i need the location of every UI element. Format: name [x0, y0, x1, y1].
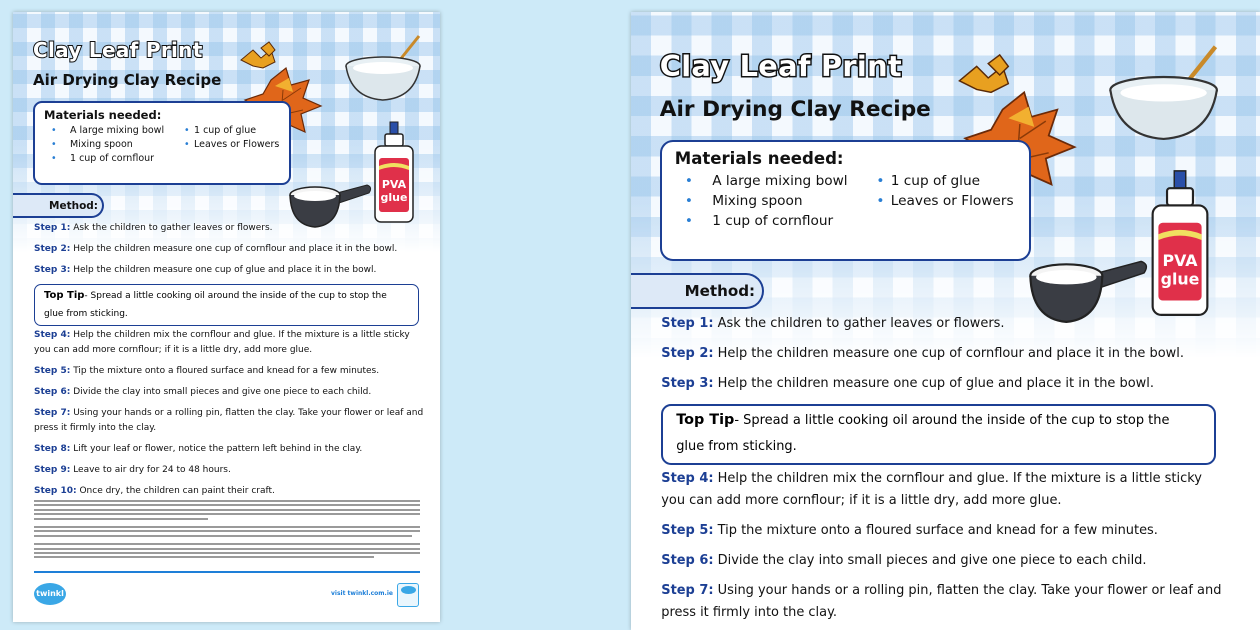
- method-step: [34, 263, 424, 278]
- step-label: Step 7:: [34, 408, 71, 418]
- step-label: Step 6:: [661, 553, 714, 569]
- method-steps: [661, 313, 1223, 624]
- page-subtitle: Air Drying Clay Recipe: [33, 71, 222, 89]
- method-step: [34, 221, 424, 236]
- step-text: Help the children measure one cup of glue and place it in the bowl.: [70, 265, 377, 275]
- preview-page-zoomed: [631, 12, 1260, 630]
- step-text: Using your hands or a rolling pin, flatten the clay. Take your flower or leaf and press it firmly into the clay.: [34, 408, 424, 433]
- method-step: [661, 520, 1223, 542]
- step-text: Leave to air dry for 24 to 48 hours.: [70, 465, 231, 475]
- step-label: Step 7:: [661, 583, 714, 599]
- material-item: • A large mixing bowl: [44, 125, 184, 136]
- disclaimer-text: [34, 500, 420, 565]
- step-label: Step 5:: [661, 522, 714, 538]
- twinkl-logo: twinkl: [34, 583, 66, 605]
- materials-box: [33, 101, 291, 185]
- step-text: Tip the mixture onto a floured surface and knead for a few minutes.: [713, 522, 1158, 538]
- method-step: [34, 328, 424, 358]
- materials-box: [660, 140, 1032, 261]
- step-label: Step 2:: [34, 244, 71, 254]
- method-step: [661, 580, 1223, 623]
- top-tip-box: [661, 404, 1215, 466]
- page-title: Clay Leaf Print: [33, 38, 203, 62]
- step-text: Ask the children to gather leaves or flowers.: [70, 223, 273, 233]
- method-step: [661, 313, 1223, 335]
- step-text: Once dry, the children can paint their craft.: [76, 486, 275, 496]
- top-tip-label: Top Tip: [44, 290, 85, 301]
- materials-heading: Materials needed:: [44, 108, 162, 122]
- footer-divider: [34, 571, 420, 573]
- material-item: • Mixing spoon: [675, 193, 877, 209]
- mixing-bowl-icon: [343, 32, 425, 104]
- material-item: • 1 cup of glue: [876, 173, 1034, 189]
- step-label: Step 10:: [34, 486, 77, 496]
- material-item: • 1 cup of glue: [184, 125, 294, 136]
- material-item: • 1 cup of cornflour: [675, 213, 877, 229]
- step-label: Step 8:: [34, 444, 71, 454]
- step-label: Step 9:: [34, 465, 71, 475]
- step-label: Step 4:: [34, 330, 71, 340]
- glue-label-pva: PVA: [1162, 250, 1198, 270]
- method-step: [34, 442, 424, 457]
- method-step: [34, 463, 424, 478]
- pva-glue-bottle-icon: [369, 120, 419, 224]
- step-label: Step 6:: [34, 387, 71, 397]
- step-label: Step 3:: [661, 376, 714, 392]
- quality-badge-icon: [397, 583, 419, 607]
- visit-link[interactable]: visit twinkl.com.ie: [331, 590, 393, 597]
- step-text: Ask the children to gather leaves or flowers.: [713, 315, 1005, 331]
- method-tab: Method:: [631, 273, 764, 309]
- method-step: [661, 373, 1223, 395]
- page-title: Clay Leaf Print: [659, 49, 902, 84]
- material-item: • Leaves or Flowers: [876, 193, 1034, 209]
- material-item: • 1 cup of cornflour: [44, 153, 184, 164]
- worksheet-page: [631, 12, 1260, 630]
- top-tip-label: Top Tip: [676, 412, 735, 429]
- step-text: Lift your leaf or flower, notice the pattern left behind in the clay.: [70, 444, 363, 454]
- step-text: Help the children mix the cornflour and glue. If the mixture is a little sticky you can add more cornflour; if it is a little dry, add more glue.: [34, 330, 410, 355]
- method-step: [34, 242, 424, 257]
- pva-glue-bottle-icon: [1144, 168, 1216, 318]
- step-label: Step 1:: [661, 315, 714, 331]
- step-text: Tip the mixture onto a floured surface and knead for a few minutes.: [70, 366, 380, 376]
- step-label: Step 5:: [34, 366, 71, 376]
- step-text: Using your hands or a rolling pin, flatten the clay. Take your flower or leaf and press it firmly into the clay.: [661, 583, 1222, 620]
- method-step: [661, 550, 1223, 572]
- step-text: Help the children measure one cup of cornflour and place it in the bowl.: [70, 244, 398, 254]
- method-steps: [34, 221, 424, 499]
- step-text: Divide the clay into small pieces and give one piece to each child.: [70, 387, 372, 397]
- top-tip-box: [34, 284, 419, 326]
- step-label: Step 3:: [34, 265, 71, 275]
- material-item: • Mixing spoon: [44, 139, 184, 150]
- top-tip-text: - Spread a little cooking oil around the inside of the cup to stop the glue from sticking.: [44, 291, 387, 319]
- step-label: Step 1:: [34, 223, 71, 233]
- step-text: Divide the clay into small pieces and give one piece to each child.: [713, 553, 1147, 569]
- step-text: Help the children measure one cup of cornflour and place it in the bowl.: [713, 346, 1184, 362]
- glue-label-glue: glue: [1160, 269, 1200, 289]
- glue-label-pva: PVA: [381, 178, 407, 191]
- method-step: [34, 385, 424, 400]
- method-step: [34, 484, 424, 499]
- worksheet-page: [13, 12, 440, 622]
- step-text: Help the children mix the cornflour and glue. If the mixture is a little sticky you can add more cornflour; if it is a little dry, add more glue.: [661, 471, 1202, 508]
- method-step: [34, 364, 424, 379]
- top-tip-text: - Spread a little cooking oil around the inside of the cup to stop the glue from sticking.: [676, 413, 1170, 455]
- material-item: • A large mixing bowl: [675, 173, 877, 189]
- step-label: Step 4:: [661, 471, 714, 487]
- method-step: [661, 468, 1223, 511]
- step-label: Step 2:: [661, 346, 714, 362]
- step-text: Help the children measure one cup of glue and place it in the bowl.: [713, 376, 1154, 392]
- mixing-bowl-icon: [1106, 41, 1224, 145]
- method-step: [34, 406, 424, 436]
- materials-heading: Materials needed:: [674, 149, 844, 169]
- method-step: [661, 343, 1223, 365]
- preview-page-full: [13, 12, 440, 622]
- material-item: • Leaves or Flowers: [184, 139, 294, 150]
- glue-label-glue: glue: [380, 191, 408, 204]
- method-tab: Method:: [13, 193, 104, 218]
- page-subtitle: Air Drying Clay Recipe: [659, 96, 931, 122]
